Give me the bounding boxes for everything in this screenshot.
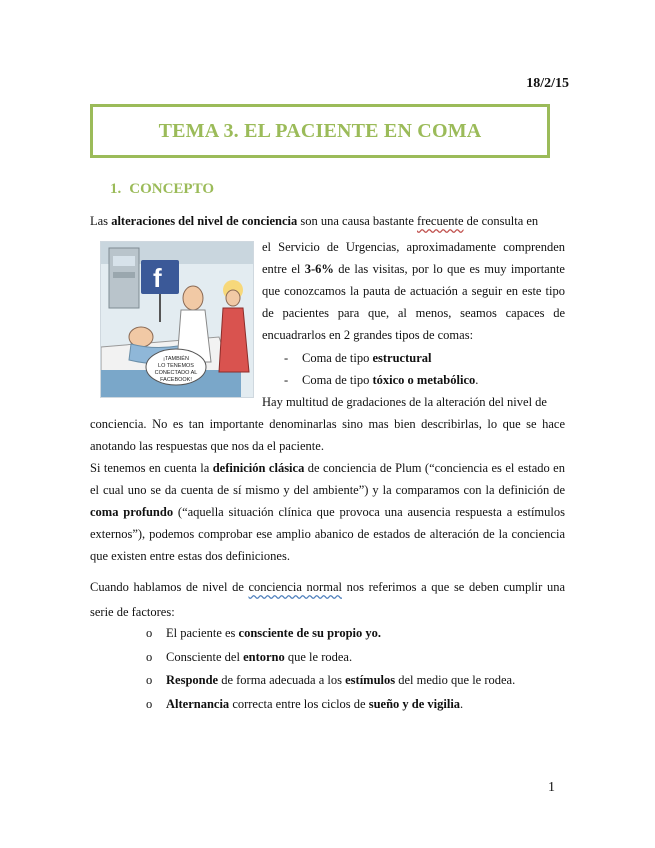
page-number: 1 bbox=[548, 780, 555, 795]
cartoon-image bbox=[100, 241, 254, 398]
section-number: 1. bbox=[110, 181, 122, 197]
text-run: entre el bbox=[262, 262, 305, 276]
text-run: de conciencia de Plum (“conciencia es el estado en el cual uno se da cuenta de sí mismo y del ambiente”) y la comparamos con la definición de bbox=[90, 461, 565, 497]
svg-text:f: f bbox=[153, 263, 162, 293]
list-item: o El paciente es consciente de su propio yo. bbox=[146, 626, 382, 640]
text-run: (“aquella situación clínica que provoca una ausencia respuesta a estímulos externos”), podemos comprobar ese amplio abanico de estados de alteración de la conciencia que existen entre estas dos definiciones. bbox=[90, 505, 565, 563]
document-date: 18/2/15 bbox=[526, 76, 569, 91]
title-box bbox=[90, 104, 550, 158]
svg-text:¡TAMBIÉN: ¡TAMBIÉN bbox=[163, 356, 189, 362]
paragraph-gradaciones: conciencia. No es tan importante denominarlas sino mas bien describirlas, lo que se hace anotando las respuestas que nos da el paciente. bbox=[90, 417, 565, 453]
section-heading bbox=[110, 181, 214, 198]
bold-run: coma profundo bbox=[90, 505, 174, 519]
paragraph-intro bbox=[90, 210, 565, 232]
coma-types-list bbox=[284, 347, 478, 391]
paragraph-conciencia-normal bbox=[90, 575, 565, 625]
list-item: o Alternancia correcta entre los ciclos de sueño y de vigilia. bbox=[146, 696, 464, 711]
cartoon-illustration bbox=[101, 242, 253, 397]
list-item: - Coma de tipo estructural bbox=[284, 347, 478, 369]
list-item: o Consciente del entorno que le rodea. bbox=[146, 649, 353, 664]
text-run: Las bbox=[90, 214, 112, 228]
svg-text:FACEBOOK!: FACEBOOK! bbox=[160, 377, 192, 383]
list-item: o Responde de forma adecuada a los estímulos del medio que le rodea. bbox=[146, 673, 516, 687]
text-run: el Servicio de Urgencias, aproximadamente comprenden bbox=[262, 240, 565, 254]
spellcheck-word: frecuente bbox=[417, 214, 464, 228]
list-item: - Coma de tipo tóxico o metabólico. bbox=[284, 369, 478, 391]
bold-run: alteraciones del nivel de conciencia bbox=[111, 214, 298, 228]
text-run: nos referimos a que se deben cumplir una serie de factores: bbox=[90, 580, 565, 619]
document-title: TEMA 3. EL PACIENTE EN COMA bbox=[158, 119, 482, 142]
factors-list bbox=[146, 622, 515, 716]
text-run: son una causa bastante bbox=[297, 214, 418, 228]
paragraph-urgencias bbox=[262, 236, 565, 346]
text-run: de consulta en bbox=[463, 214, 539, 228]
spellcheck-phrase: conciencia normal bbox=[248, 580, 342, 594]
bold-run: definición clásica bbox=[212, 461, 305, 475]
svg-text:LO TENEMOS: LO TENEMOS bbox=[158, 363, 194, 369]
section-label: CONCEPTO bbox=[129, 181, 214, 197]
svg-text:CONECTADO AL: CONECTADO AL bbox=[154, 370, 198, 376]
bold-run: 3-6% bbox=[304, 262, 334, 276]
paragraph-gradaciones-line1: Hay multitud de gradaciones de la alteración del nivel de bbox=[262, 395, 547, 409]
text-run: Si tenemos en cuenta la bbox=[90, 461, 213, 475]
paragraph-plum bbox=[90, 457, 565, 567]
text-run: de las visitas, por lo que es muy importante que conozcamos la pauta de actuación a seguir en este tipo de pacientes para que, al menos, seamos capaces de encuadrarlos en 2 grandes tipos de comas: bbox=[262, 262, 565, 342]
text-run: Cuando hablamos de nivel de bbox=[90, 580, 249, 594]
